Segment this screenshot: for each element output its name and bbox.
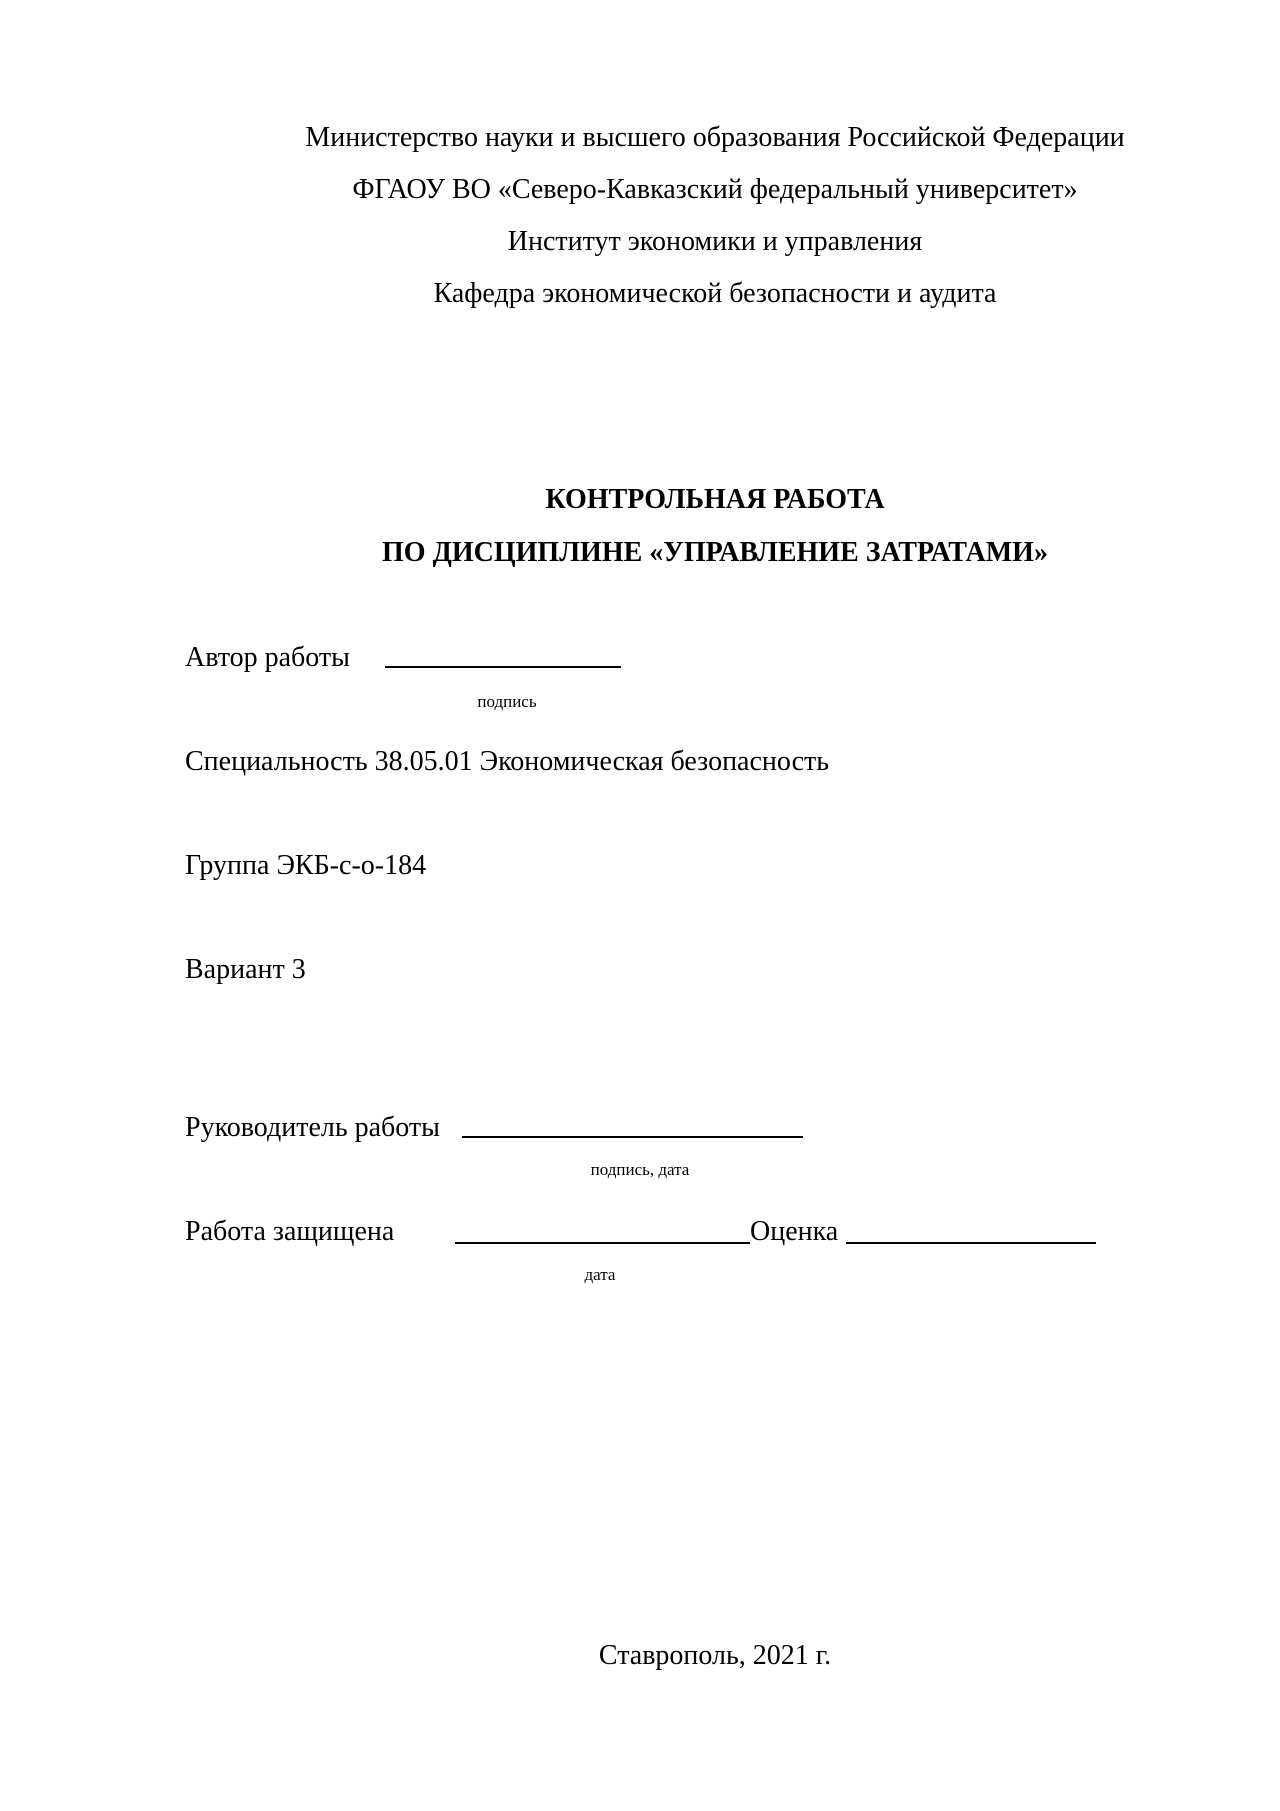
author-signature-caption: подпись (477, 692, 537, 711)
author-label: Автор работы (185, 642, 350, 673)
department-line: Кафедра экономической безопасности и аудита (433, 278, 997, 309)
discipline-title: ПО ДИСЦИПЛИНЕ «УПРАВЛЕНИЕ ЗАТРАТАМИ» (382, 537, 1048, 568)
supervisor-signature-line (462, 1136, 803, 1138)
author-signature-line (385, 666, 621, 668)
supervisor-signature-caption: подпись, дата (590, 1160, 690, 1179)
specialty-line: Специальность 38.05.01 Экономическая безопасность (185, 746, 830, 777)
variant-line: Вариант 3 (185, 954, 306, 985)
supervisor-label: Руководитель работы (185, 1112, 440, 1143)
ministry-line: Министерство науки и высшего образования Российской Федерации (305, 122, 1125, 153)
group-line: Группа ЭКБ-с-о-184 (185, 850, 427, 881)
grade-label: Оценка (750, 1216, 839, 1247)
grade-line (846, 1242, 1096, 1244)
city-year: Ставрополь, 2021 г. (598, 1640, 832, 1671)
institute-line: Институт экономики и управления (507, 226, 923, 257)
university-line: ФГАОУ ВО «Северо-Кавказский федеральный университет» (352, 174, 1078, 205)
defense-label: Работа защищена (185, 1216, 395, 1247)
document-title: КОНТРОЛЬНАЯ РАБОТА (545, 484, 885, 515)
defense-date-line (455, 1242, 750, 1244)
defense-date-caption: дата (584, 1265, 616, 1284)
